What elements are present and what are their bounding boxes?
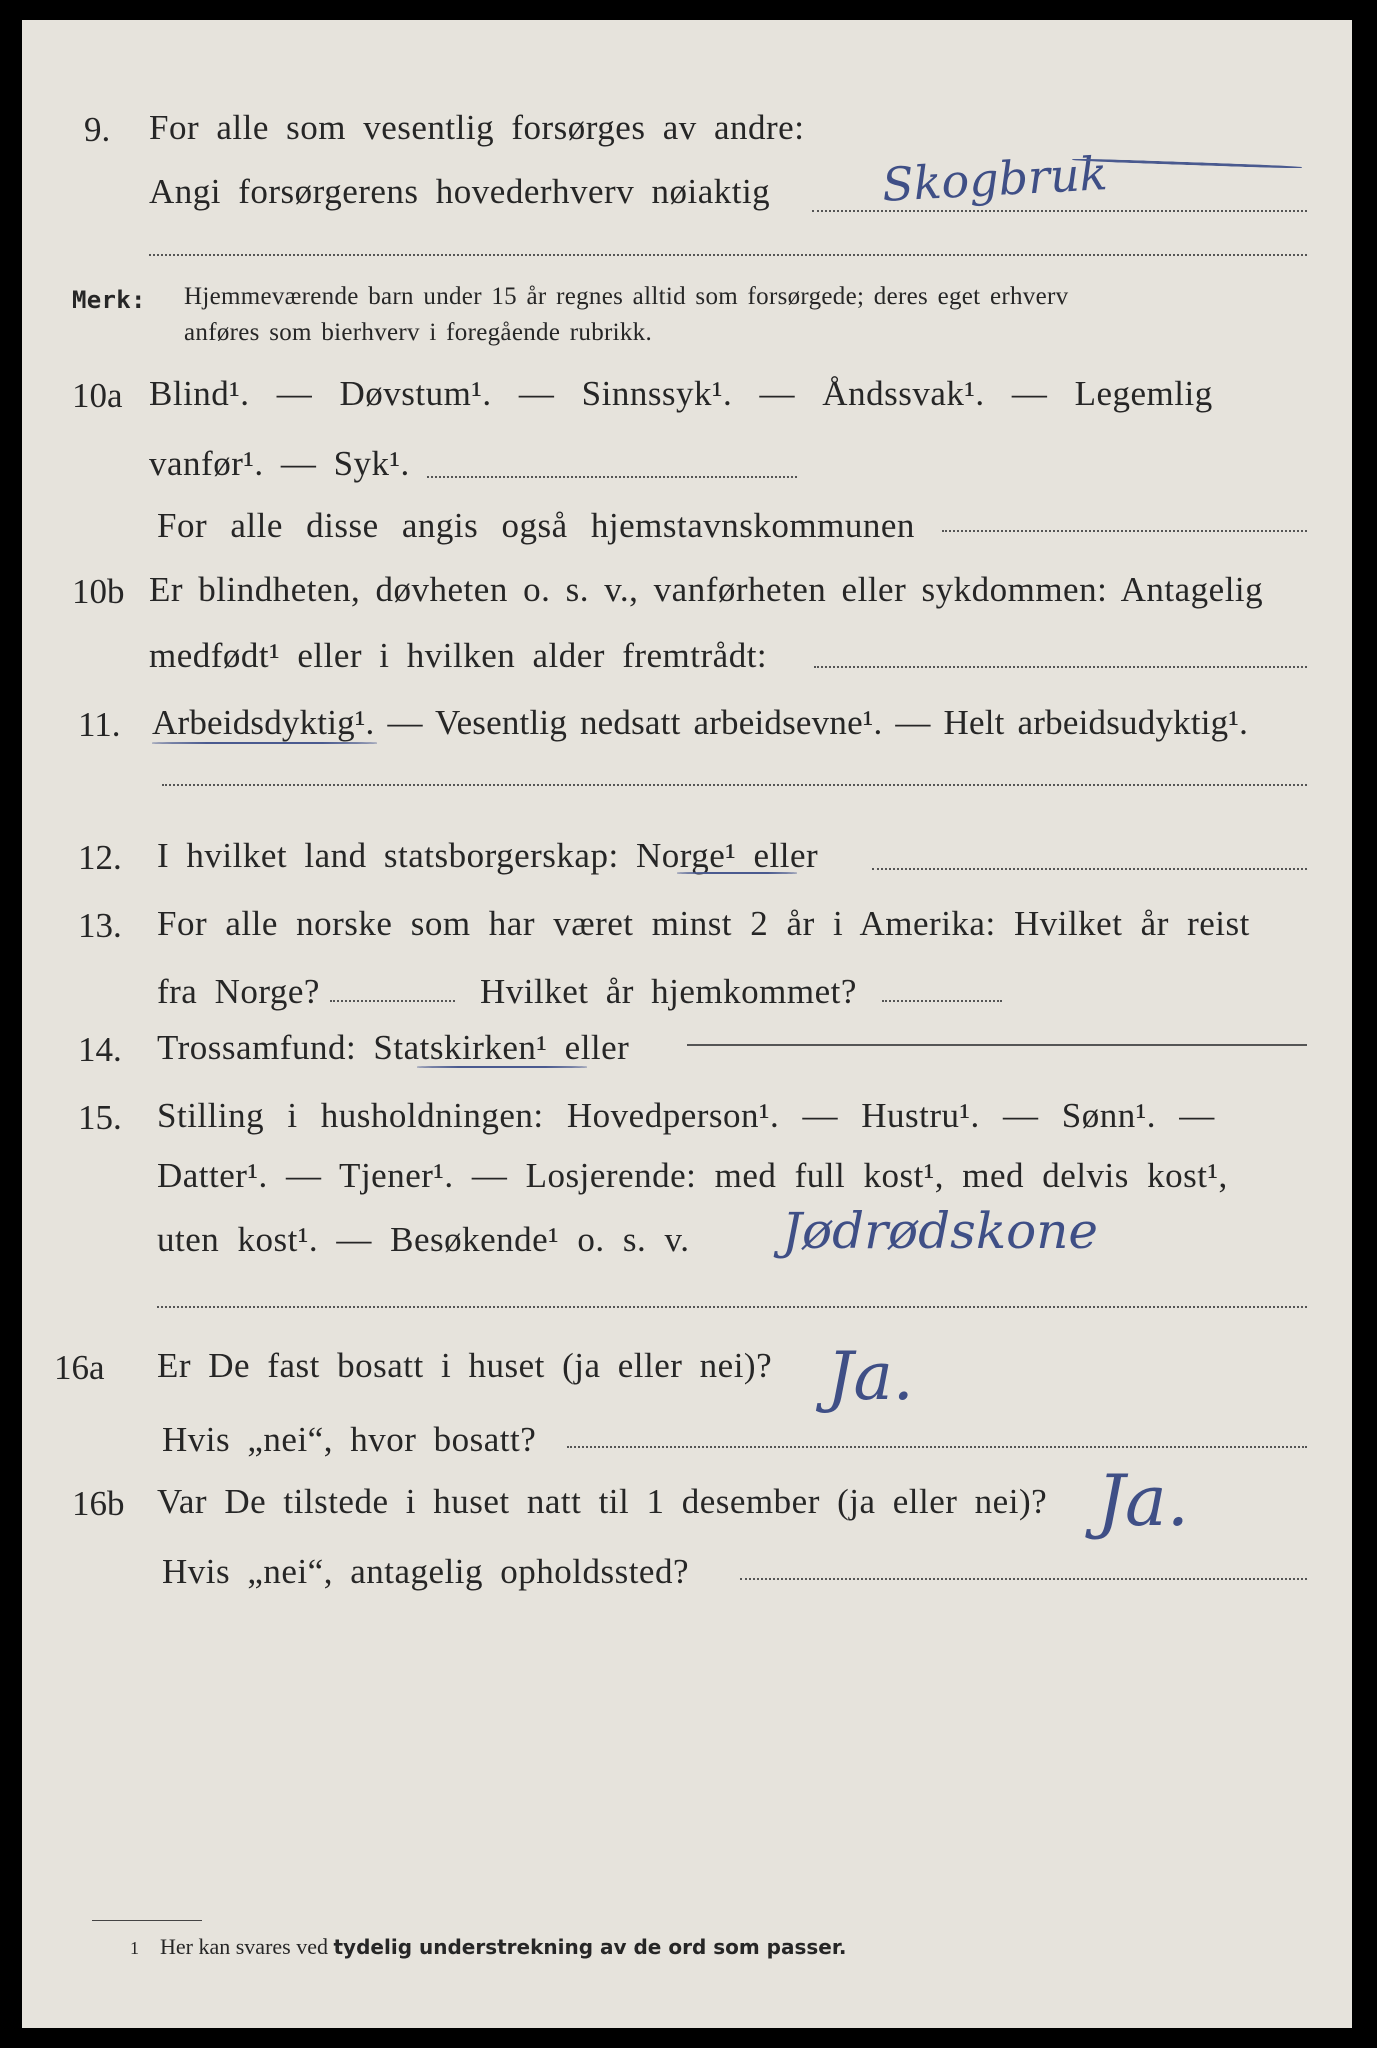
- q16b-question: Var De tilstede i huset natt til 1 desember (ja eller nei)?: [157, 1482, 1048, 1521]
- q11-number: 11.: [78, 705, 121, 744]
- q12-handwritten-underline: [677, 872, 797, 874]
- q16a-question: Er De fast bosatt i huset (ja eller nei)?: [157, 1346, 773, 1385]
- q16b-location-line: [740, 1578, 1307, 1580]
- q15-question: Stilling i husholdningen: Hovedperson¹. — Hustru¹. — Sønn¹. —: [157, 1096, 1215, 1135]
- q10b-question: Er blindheten, døvheten o. s. v., vanførheten eller sykdommen: Antagelig: [149, 570, 1264, 609]
- q12-answer-line: [872, 868, 1307, 870]
- q16b-number: 16b: [72, 1484, 125, 1523]
- q11-extra-line: [162, 784, 1307, 786]
- q13-number: 13.: [78, 906, 122, 945]
- q16a-handwritten-answer: Ja.: [827, 1338, 914, 1415]
- q9-extra-line: [149, 254, 1307, 256]
- q15-number: 15.: [78, 1098, 122, 1137]
- q9-prompt: Angi forsørgerens hovederhverv nøiaktig: [149, 172, 771, 211]
- q11-handwritten-underline: [152, 742, 377, 744]
- q10a-question: Blind¹. — Døvstum¹. — Sinnssyk¹. — Åndssvak¹. — Legemlig: [149, 374, 1213, 413]
- q16b-handwritten-answer: Ja.: [1097, 1460, 1190, 1542]
- q16a-number: 16a: [54, 1348, 105, 1387]
- q15-question-2: Datter¹. — Tjener¹. — Losjerende: med full kost¹, med delvis kost¹,: [157, 1156, 1228, 1195]
- q12-question: I hvilket land statsborgerskap: Norge¹ eller: [157, 836, 819, 875]
- q12-number: 12.: [78, 838, 122, 877]
- q13-emigrated-prompt: fra Norge?: [157, 972, 320, 1011]
- q13-question: For alle norske som har været minst 2 år i Amerika: Hvilket år reist: [157, 904, 1250, 943]
- merk-label: Merk:: [72, 286, 146, 314]
- q14-number: 14.: [78, 1030, 122, 1069]
- merk-text-2: anføres som bierhverv i foregående rubrikk.: [184, 319, 653, 346]
- q14-question: Trossamfund: Statskirken¹ eller: [157, 1028, 630, 1067]
- q10b-question-2: medfødt¹ eller i hvilken alder fremtrådt:: [149, 636, 768, 675]
- footnote-rule: [92, 1920, 202, 1921]
- q9-question: For alle som vesentlig forsørges av andre:: [149, 108, 805, 147]
- q10b-answer-line: [814, 666, 1307, 668]
- q10a-question-2: vanfør¹. — Syk¹.: [149, 444, 410, 483]
- q16b-location-prompt: Hvis „nei“, antagelig opholdssted?: [162, 1552, 689, 1591]
- census-form-page: [22, 20, 1352, 2028]
- q16a-where-prompt: Hvis „nei“, hvor bosatt?: [162, 1420, 537, 1459]
- q10a-answer-line: [427, 476, 797, 478]
- footnote-marker: 1: [130, 1938, 139, 1958]
- q16a-where-line: [567, 1446, 1307, 1448]
- q10a-home-line: [942, 530, 1307, 532]
- footnote-text: [160, 1934, 846, 1960]
- q15-extra-line: [157, 1306, 1307, 1308]
- q13-returned-line: [882, 1000, 1002, 1002]
- q10b-number: 10b: [72, 572, 125, 611]
- q14-handwritten-underline: [417, 1066, 587, 1068]
- q9-handwritten-answer: Skogbruk: [880, 146, 1109, 212]
- q14-answer-line: [687, 1044, 1307, 1046]
- q13-returned-prompt: Hvilket år hjemkommet?: [480, 972, 857, 1011]
- q15-handwritten-answer: Jødrødskone: [782, 1202, 1099, 1260]
- q11-question: Arbeidsdyktig¹. — Vesentlig nedsatt arbeidsevne¹. — Helt arbeidsudyktig¹.: [152, 703, 1249, 742]
- q15-question-3: uten kost¹. — Besøkende¹ o. s. v.: [157, 1220, 690, 1259]
- footnote-text-bold: tydelig understrekning av de ord som passer.: [333, 1935, 847, 1959]
- q13-emigrated-line: [330, 1000, 455, 1002]
- q10a-home-municipality: For alle disse angis også hjemstavnskommunen: [157, 506, 915, 545]
- merk-text-1: Hjemmeværende barn under 15 år regnes alltid som forsørgede; deres eget erhverv: [184, 283, 1069, 310]
- q9-number: 9.: [84, 110, 111, 149]
- footnote-text-plain: Her kan svares ved: [160, 1934, 328, 1959]
- q10a-number: 10a: [72, 376, 123, 415]
